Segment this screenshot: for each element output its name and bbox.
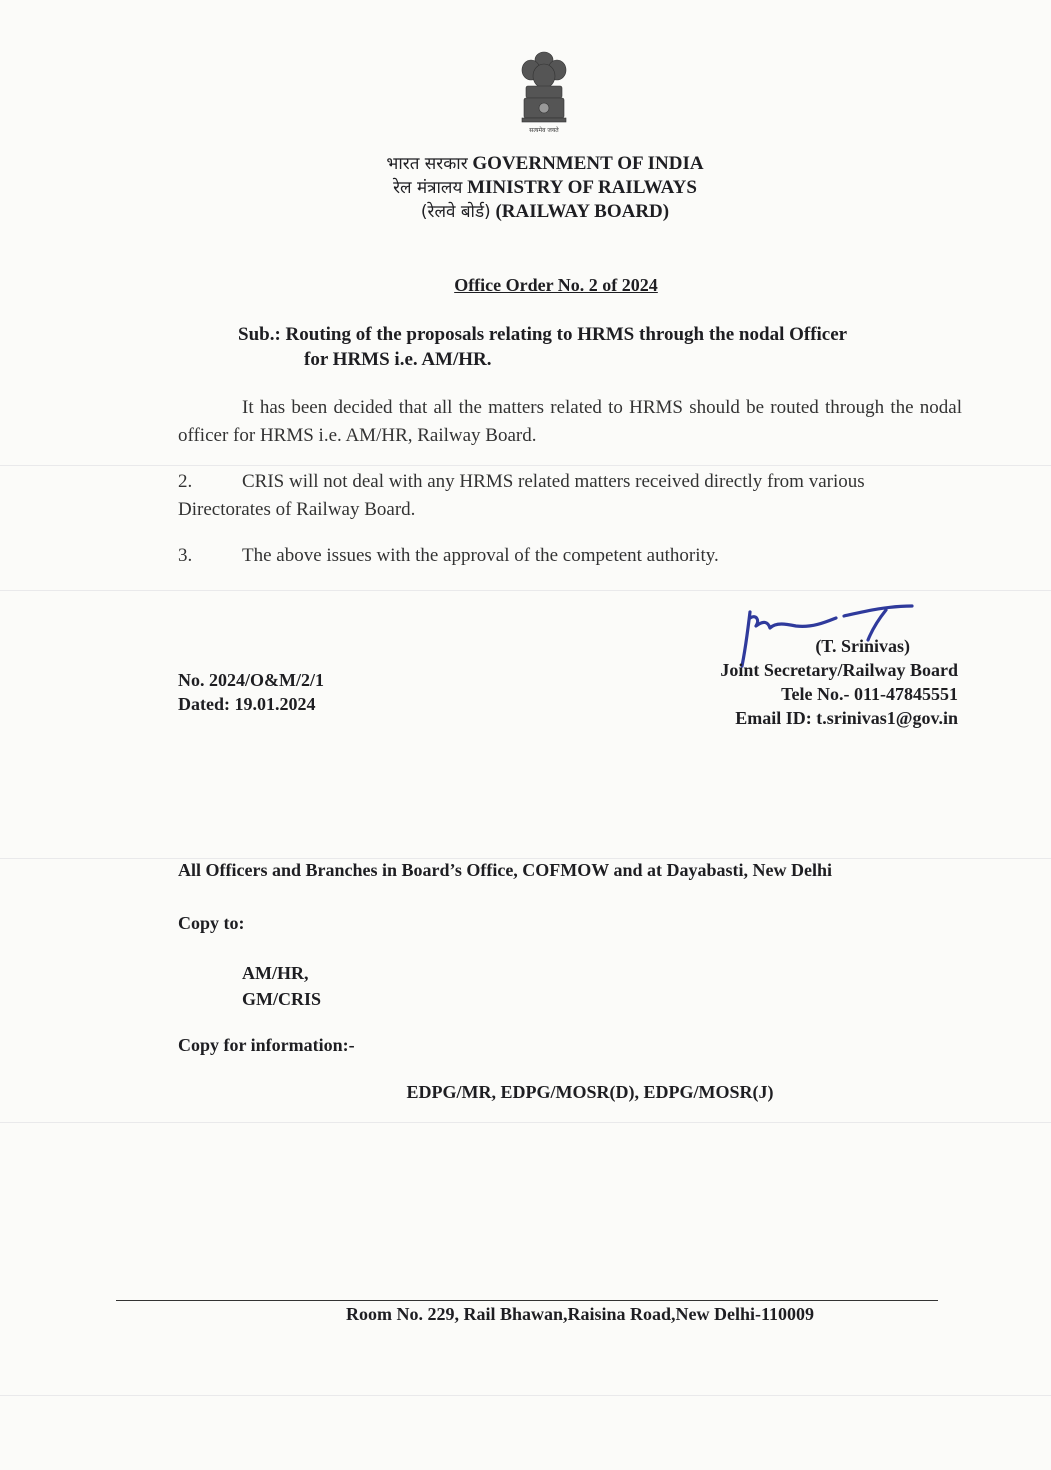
board-english: (RAILWAY BOARD) — [495, 201, 670, 222]
date-value: 19.01.2024 — [234, 694, 316, 714]
information-label-part: information:- — [250, 1035, 355, 1055]
ministry-hindi: रेल मंत्रालय — [393, 178, 463, 198]
gov-english: GOVERNMENT OF INDIA — [472, 153, 704, 174]
signatory-block — [560, 634, 958, 730]
gov-hindi: भारत सरकार — [386, 154, 468, 174]
list-item: GM/CRIS — [242, 989, 322, 1009]
paragraph-text: CRIS will not deal with any HRMS related matters received directly from various Directorates of Railway Board. — [178, 471, 865, 520]
signatory-designation: Joint Secretary/Railway Board — [720, 660, 958, 680]
email-label: Email ID: — [735, 708, 812, 728]
ministry-english: MINISTRY OF RAILWAYS — [467, 177, 697, 198]
paragraph-text: The above issues with the approval of the competent authority. — [242, 545, 719, 566]
paragraph-number: 3. — [178, 545, 193, 566]
copy-to-label: Copy to: — [178, 913, 245, 933]
signatory-name: (T. Srinivas) — [815, 636, 910, 656]
order-title: Office Order No. 2 of 2024 — [454, 275, 658, 295]
subject-line-1 — [238, 322, 963, 347]
emblem-motto: सत्यमेव जयते — [529, 127, 559, 134]
subject-prefix: Sub.: — [238, 324, 281, 345]
date-line — [178, 692, 478, 716]
subject-text-2: for HRMS i.e. AM/HR. — [304, 349, 492, 370]
letterhead — [300, 152, 790, 224]
paragraph-number: 2. — [178, 471, 193, 492]
national-emblem-icon — [516, 48, 572, 136]
signatory-phone: Tele No.- 011-47845551 — [781, 684, 958, 704]
email-address: t.srinivas1@gov.in — [816, 708, 958, 728]
signatory-email-line — [560, 706, 958, 730]
information-list: EDPG/MR, EDPG/MOSR(D), EDPG/MOSR(J) — [406, 1082, 774, 1102]
date-label: Dated: — [178, 694, 230, 714]
copy-to-list — [242, 960, 321, 1012]
paragraph-1: It has been decided that all the matters related to HRMS should be routed through the nodal officer for HRMS i.e. AM/HR, Railway Board. — [178, 397, 962, 446]
paragraph-3 — [178, 542, 962, 570]
footer-divider — [116, 1300, 938, 1301]
board-hindi: (रेलवे बोर्ड) — [420, 202, 491, 222]
paragraph-2 — [178, 468, 962, 524]
footer-address: Room No. 229, Rail Bhawan,Raisina Road,New Delhi-110009 — [345, 1304, 815, 1324]
list-item: AM/HR, — [242, 963, 309, 983]
letterhead-line-2 — [300, 176, 790, 200]
letterhead-line-1 — [300, 152, 790, 176]
subject-text-1: Routing of the proposals relating to HRMS through the nodal Officer — [285, 324, 848, 345]
reference-block — [178, 668, 478, 716]
subject — [238, 322, 963, 372]
addressee: All Officers and Branches in Board’s Office, COFMOW and at Dayabasti, New Delhi — [178, 860, 832, 880]
file-number: No. 2024/O&M/2/1 — [178, 670, 324, 690]
copy-for-information-label — [178, 1035, 355, 1056]
letterhead-line-3 — [300, 200, 790, 224]
copy-for-label-part: Copy for — [178, 1035, 251, 1055]
